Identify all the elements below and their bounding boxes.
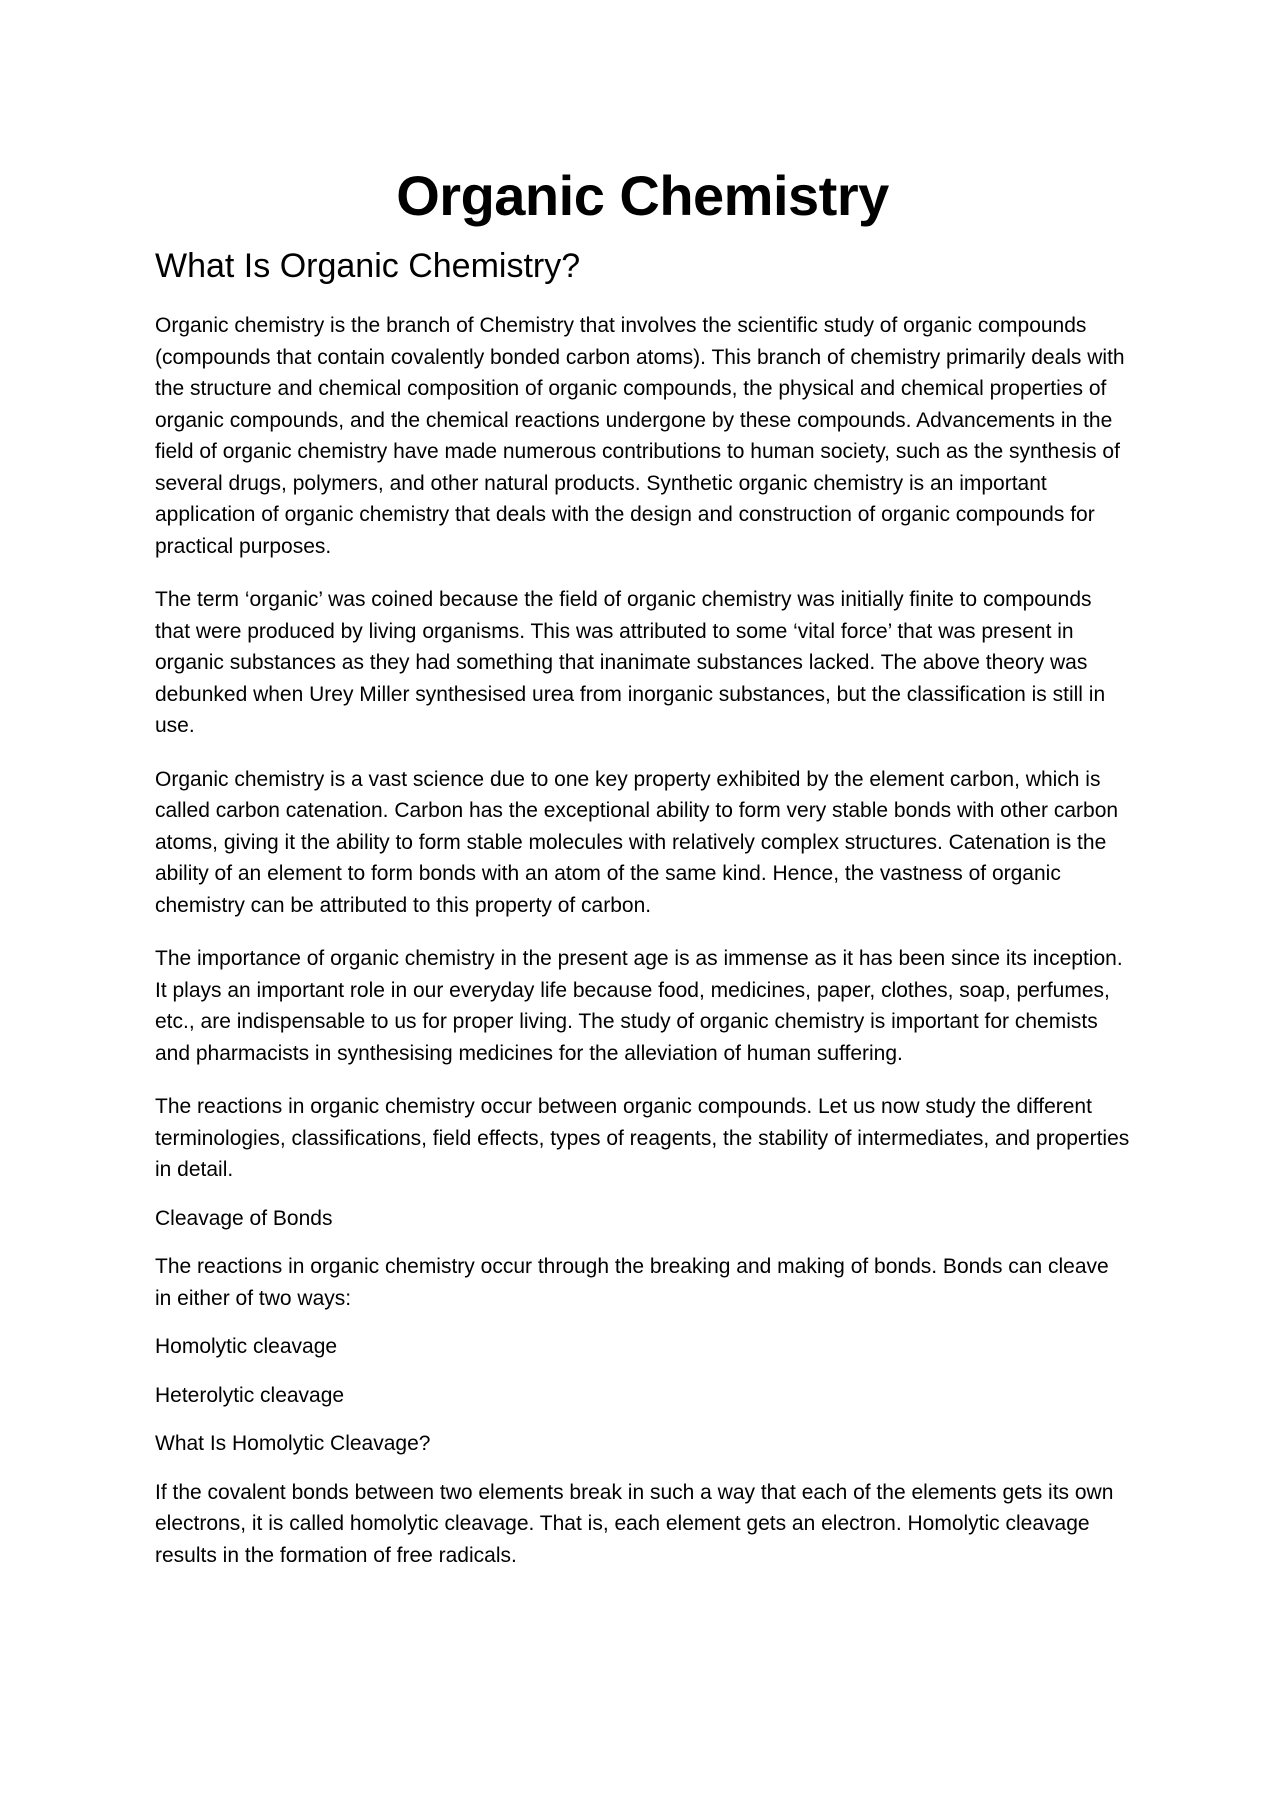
- paragraph-importance: The importance of organic chemistry in the present age is as immense as it has been since its inception. It plays an important role in our everyday life because food, medicines, paper, clothes, soap, perfumes, etc., are indispensable to us for proper living. The study of organic chemistry is important for chemists and pharmacists in synthesising medicines for the alleviation of human suffering.: [155, 947, 1123, 1065]
- section-heading: What Is Organic Chemistry?: [155, 247, 581, 285]
- document-body: [155, 158, 1130, 1571]
- paragraph-homolytic-cleavage: If the covalent bonds between two elements break in such a way that each of the elements gets its own electrons, it is called homolytic cleavage. That is, each element gets an electron. Homolytic cleavage results in the formation of free radicals.: [155, 1480, 1114, 1567]
- paragraph-reactions: The reactions in organic chemistry occur between organic compounds. Let us now study the different terminologies, classifications, field effects, types of reagents, the stability of intermediates, and properties in detail.: [155, 1095, 1130, 1181]
- document-title: Organic Chemistry: [396, 164, 889, 227]
- subheading-homolytic-cleavage: What Is Homolytic Cleavage?: [155, 1432, 431, 1455]
- paragraph-catenation: Organic chemistry is a vast science due to one key property exhibited by the element carbon, which is called carbon catenation. Carbon has the exceptional ability to form very stable bonds with other carbon atoms, giving it the ability to form stable molecules with relatively complex structures. Catenation is the ability of an element to form bonds with an atom of the same kind. Hence, the vastness of organic chemistry can be attributed to this property of carbon.: [155, 767, 1119, 917]
- paragraph-term-origin: The term ‘organic’ was coined because the field of organic chemistry was initially finite to compounds that were produced by living organisms. This was attributed to some ‘vital force’ that was present in organic substances as they had something that inanimate substances lacked. The above theory was debunked when Urey Miller synthesised urea from inorganic substances, but the classification is still in use.: [155, 588, 1106, 737]
- subheading-cleavage-of-bonds: Cleavage of Bonds: [155, 1206, 333, 1230]
- paragraph-bond-cleavage: The reactions in organic chemistry occur through the breaking and making of bonds. Bonds can cleave in either of two ways:: [155, 1255, 1109, 1310]
- list-item-homolytic: Homolytic cleavage: [155, 1335, 338, 1358]
- list-item-heterolytic: Heterolytic cleavage: [155, 1383, 345, 1407]
- paragraph-definition: Organic chemistry is the branch of Chemistry that involves the scientific study of organic compounds (compounds that contain covalently bonded carbon atoms). This branch of chemistry primarily deals with the structure and chemical composition of organic compounds, the physical and chemical properties of organic compounds, and the chemical reactions undergone by these compounds. Advancements in the field of organic chemistry have made numerous contributions to human society, such as the synthesis of several drugs, polymers, and other natural products. Synthetic organic chemistry is an important application of organic chemistry that deals with the design and construction of organic compounds for practical purposes.: [155, 314, 1125, 558]
